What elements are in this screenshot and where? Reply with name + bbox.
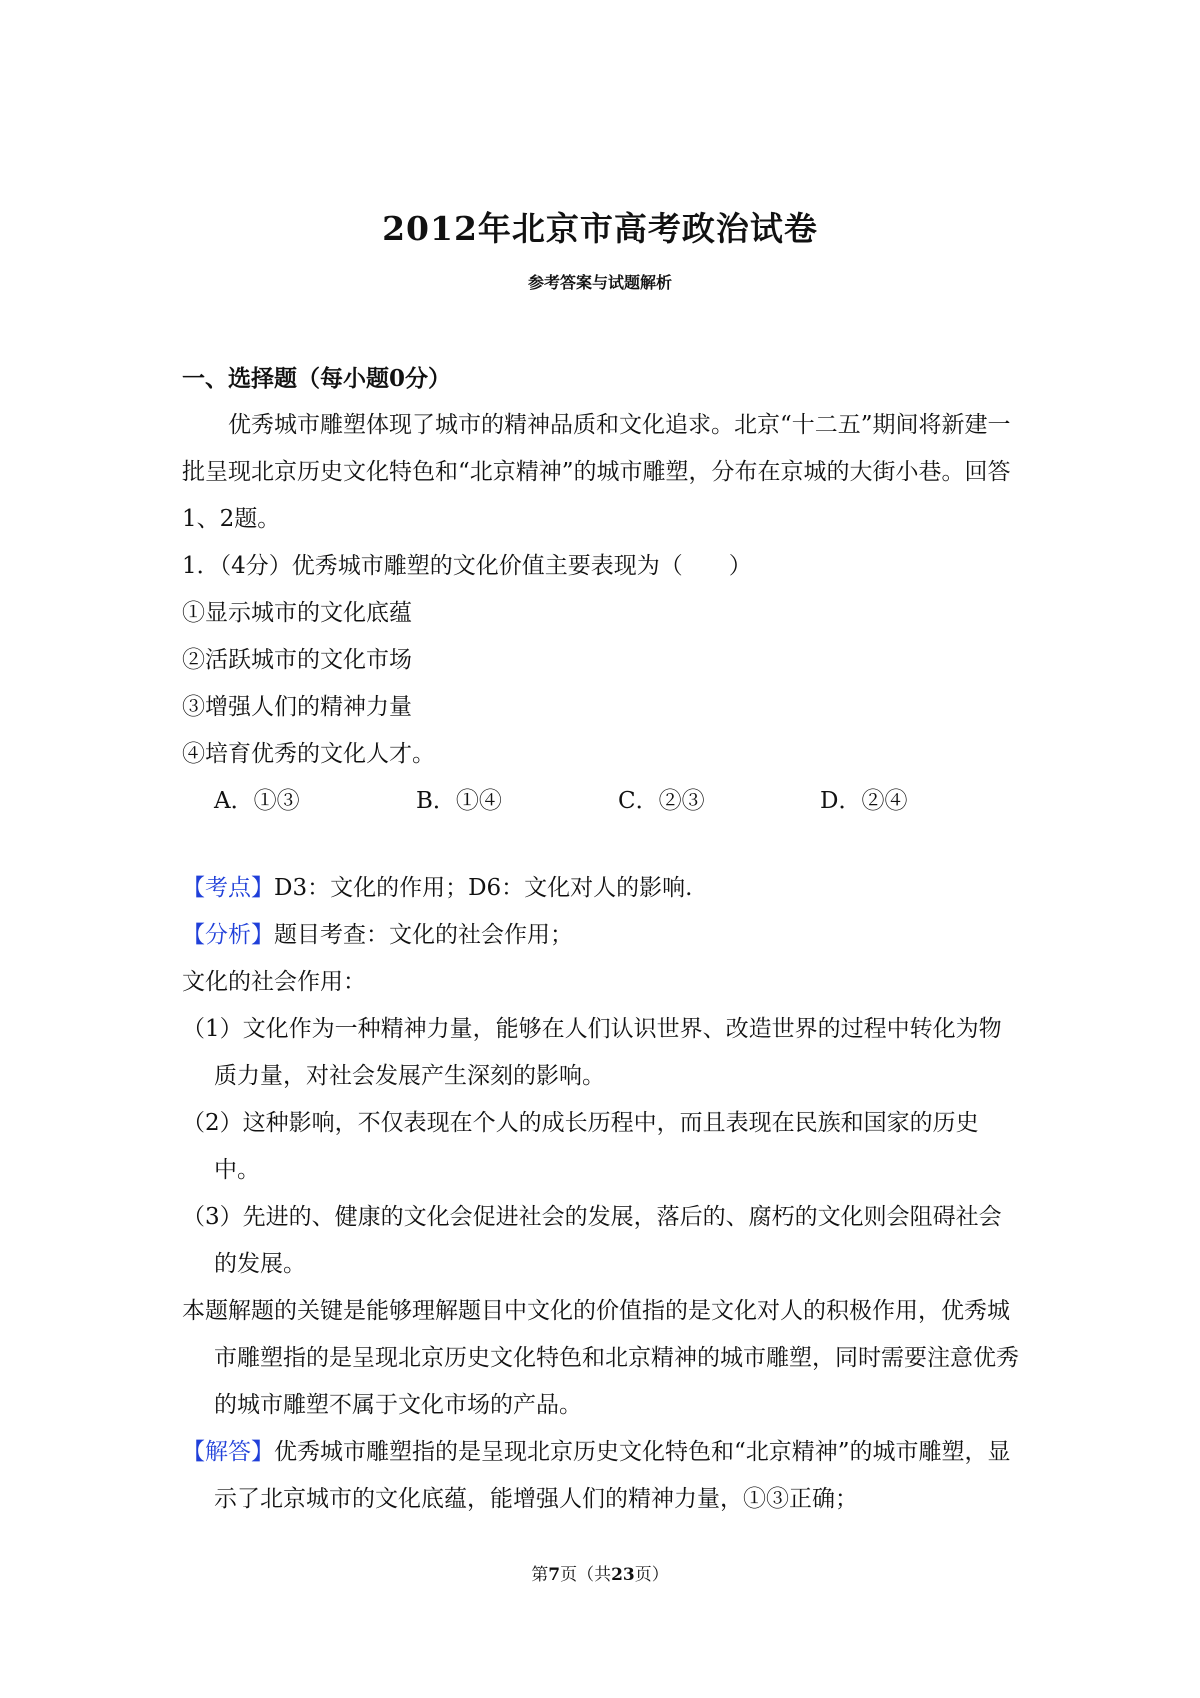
section-heading: 一、选择题（每小题0分） <box>182 365 452 392</box>
fenxi-tag: 【分析】 <box>182 922 274 948</box>
jieda-line <box>182 1429 1022 1523</box>
footer-total-pages: 23 <box>611 1565 635 1585</box>
question-intro: 优秀城市雕塑体现了城市的精神品质和文化追求。北京“十二五”期间将新建一批呈现北京历史文化特色和“北京精神”的城市雕塑，分布在京城的大街小巷。回答1、2题。 <box>182 412 1011 532</box>
analysis-key: 本题解题的关键是能够理解题目中文化的价值指的是文化对人的积极作用，优秀城市雕塑指的是呈现北京历史文化特色和北京精神的城市雕塑，同时需要注意优秀的城市雕塑不属于文化市场的产品。 <box>182 1298 1019 1418</box>
fenxi-text: 题目考查：文化的社会作用； <box>274 922 573 948</box>
footer-middle: 页（共 <box>560 1565 612 1585</box>
spacer <box>182 825 1022 865</box>
kaodian-tag: 【考点】 <box>182 875 274 901</box>
page-title: 2012年北京市高考政治试卷 <box>382 209 818 248</box>
option-c: C．②③ <box>618 788 705 814</box>
question-stem: 1．（4分）优秀城市雕塑的文化价值主要表现为（ ） <box>182 553 752 579</box>
page-footer <box>0 1560 1200 1585</box>
kaodian-text: D3：文化的作用；D6：文化对人的影响. <box>274 875 693 901</box>
option-b: B．①④ <box>416 788 502 814</box>
footer-suffix: 页） <box>634 1565 669 1585</box>
analysis-point: （2）这种影响，不仅表现在个人的成长历程中，而且表现在民族和国家的历史中。 <box>182 1110 979 1183</box>
jieda-text: 优秀城市雕塑指的是呈现北京历史文化特色和“北京精神”的城市雕塑，显示了北京城市的文化底蕴，能增强人们的精神力量，①③正确； <box>214 1439 1011 1512</box>
question-item: ③增强人们的精神力量 <box>182 694 412 720</box>
answer-options <box>182 778 1022 825</box>
question-item: ④培育优秀的文化人才。 <box>182 741 435 767</box>
kaodian-line <box>182 865 1022 912</box>
page-subtitle: 参考答案与试题解析 <box>527 273 672 292</box>
question-item: ②活跃城市的文化市场 <box>182 647 412 673</box>
analysis-point: （1）文化作为一种精神力量，能够在人们认识世界、改造世界的过程中转化为物质力量，对社会发展产生深刻的影响。 <box>182 1016 1002 1089</box>
footer-prefix: 第 <box>531 1565 549 1585</box>
option-a: A．①③ <box>214 788 300 814</box>
fenxi-line <box>182 912 1022 959</box>
option-d: D．②④ <box>820 788 908 814</box>
question-item: ①显示城市的文化底蕴 <box>182 600 412 626</box>
jieda-tag: 【解答】 <box>182 1439 274 1465</box>
footer-page-number: 7 <box>548 1565 561 1585</box>
document-body <box>182 402 1022 1523</box>
analysis-lead: 文化的社会作用： <box>182 969 366 995</box>
analysis-point: （3）先进的、健康的文化会促进社会的发展，落后的、腐朽的文化则会阻碍社会的发展。 <box>182 1204 1002 1277</box>
